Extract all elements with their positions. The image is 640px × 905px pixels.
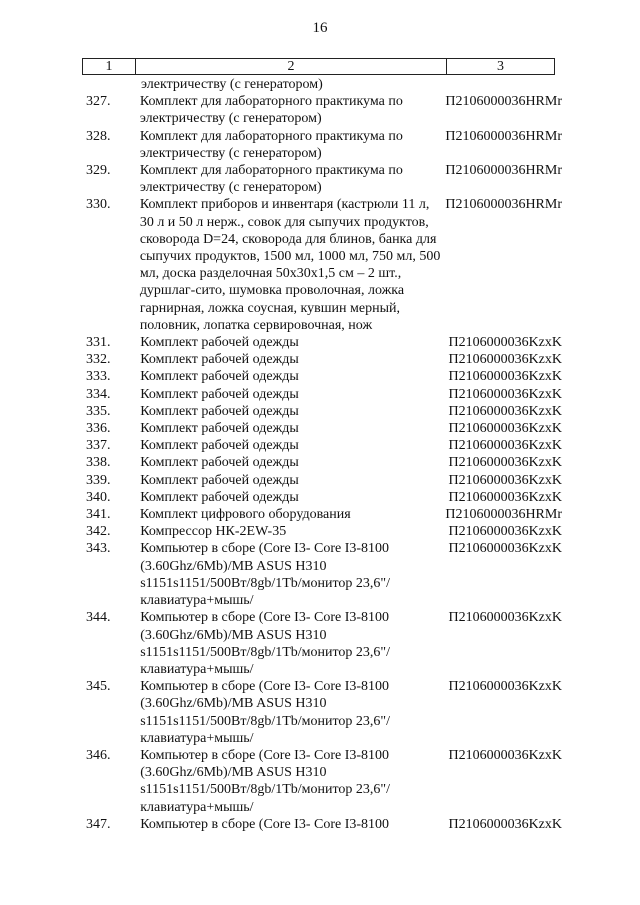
table-row — [82, 351, 562, 368]
inventory-code: П2106000036KzxK — [448, 386, 562, 402]
table-row — [82, 196, 562, 334]
header-col-1: 1 — [83, 59, 136, 74]
row-number: 332. — [86, 352, 111, 368]
row-number: 328. — [86, 128, 111, 144]
item-description: Комплект рабочей одежды — [140, 438, 299, 454]
item-description: Комплект для лабораторного практикума по электричеству (с генератором) — [139, 163, 403, 196]
item-description: Комплект рабочей одежды — [140, 421, 299, 437]
row-number: 334. — [86, 386, 111, 402]
inventory-code: П2106000036KzxK — [448, 524, 562, 540]
page-number: 16 — [312, 20, 328, 36]
inventory-code: П2106000036HRMr — [445, 163, 562, 179]
item-description: Комплект рабочей одежды — [140, 386, 299, 402]
inventory-code: П2106000036KzxK — [448, 403, 562, 419]
table-row — [82, 489, 562, 506]
row-number: 327. — [86, 94, 111, 110]
row-number — [82, 76, 135, 93]
row-number: 329. — [86, 163, 111, 179]
inventory-code: П2106000036KzxK — [448, 610, 562, 626]
table-row — [82, 506, 562, 523]
table-row — [82, 678, 562, 747]
inventory-code: П2106000036KzxK — [448, 421, 562, 437]
item-description: Компьютер в сборе (Core I3- Core I3-8100 — [140, 816, 390, 832]
table-row — [82, 386, 562, 403]
row-number: 339. — [86, 472, 111, 488]
inventory-code: П2106000036HRMr — [445, 94, 562, 110]
table-row — [82, 540, 562, 609]
item-description: Компьютер в сборе (Core I3- Core I3-8100 (3.60Ghz/6Mb)/MB ASUS H310 s1151s1151/500Вт/8gb/1Tb/монитор 23,6"/клавиатура+мышь/ — [140, 679, 391, 746]
row-number: 347. — [86, 816, 111, 832]
table-row — [82, 816, 562, 833]
table-row — [82, 93, 562, 127]
item-description: Компьютер в сборе (Core I3- Core I3-8100 (3.60Ghz/6Mb)/MB ASUS H310 s1151s1151/500Вт/8gb/1Tb/монитор 23,6"/клавиатура+мышь/ — [140, 541, 391, 609]
inventory-code: П2106000036KzxK — [448, 438, 562, 454]
table-row — [82, 437, 562, 454]
header-col-2: 2 — [136, 59, 447, 74]
row-number: 335. — [86, 403, 111, 419]
table-row — [82, 454, 562, 471]
row-number: 346. — [86, 747, 111, 763]
row-number: 330. — [86, 197, 111, 213]
row-number: 336. — [86, 421, 111, 437]
item-description: Компьютер в сборе (Core I3- Core I3-8100 (3.60Ghz/6Mb)/MB ASUS H310 s1151s1151/500Вт/8gb/1Tb/монитор 23,6"/клавиатура+мышь/ — [140, 747, 391, 815]
row-number: 344. — [86, 610, 111, 626]
table-row — [82, 420, 562, 437]
header-col-3: 3 — [497, 58, 504, 74]
item-description: Компьютер в сборе (Core I3- Core I3-8100 (3.60Ghz/6Mb)/MB ASUS H310 s1151s1151/500Вт/8gb/1Tb/монитор 23,6"/клавиатура+мышь/ — [140, 610, 391, 677]
item-description: электричеству (с генератором) — [141, 77, 323, 92]
inventory-code: П2106000036KzxK — [448, 816, 562, 832]
item-description: Комплект рабочей одежды — [140, 489, 299, 505]
item-description: Комплект цифрового оборудования — [139, 507, 351, 523]
inventory-code: П2106000036KzxK — [448, 541, 562, 557]
item-description: Комплект рабочей одежды — [140, 352, 299, 368]
item-description: Комплект для лабораторного практикума по электричеству (с генератором) — [139, 94, 403, 127]
table-header — [82, 58, 555, 75]
row-number: 333. — [86, 369, 111, 385]
inventory-code: П2106000036KzxK — [448, 747, 562, 763]
inventory-code: П2106000036HRMr — [445, 507, 562, 523]
table-row — [82, 162, 562, 196]
inventory-code: П2106000036KzxK — [448, 335, 562, 351]
inventory-code: П2106000036KzxK — [448, 369, 562, 385]
inventory-code: П2106000036KzxK — [448, 455, 562, 471]
table-row — [82, 472, 562, 489]
inventory-code: П2106000036HRMr — [445, 197, 562, 213]
row-number: 337. — [86, 438, 111, 454]
row-number: 345. — [86, 679, 111, 695]
table-row — [82, 76, 562, 93]
row-number: 343. — [86, 541, 111, 557]
row-number: 331. — [86, 335, 111, 351]
item-description: Комплект для лабораторного практикума по электричеству (с генератором) — [139, 128, 403, 161]
table-row — [82, 334, 562, 351]
inventory-code: П2106000036KzxK — [448, 472, 562, 488]
item-description: Комплект рабочей одежды — [140, 472, 299, 488]
table-row — [82, 368, 562, 385]
inventory-code — [450, 76, 562, 93]
row-number: 340. — [86, 489, 111, 505]
inventory-code: П2106000036KzxK — [448, 352, 562, 368]
table-row — [82, 523, 562, 540]
row-number: 341. — [86, 507, 111, 523]
item-description: Комплект рабочей одежды — [140, 403, 299, 419]
table-row — [82, 128, 562, 162]
item-description: Комплект рабочей одежды — [140, 455, 299, 471]
table-row — [82, 609, 562, 678]
inventory-code: П2106000036KzxK — [448, 489, 562, 505]
inventory-code: П2106000036KzxK — [448, 679, 562, 695]
item-description: Комплект приборов и инвентаря (кастрюли 11 л, 30 л и 50 л нерж., совок для сыпучих продуктов, сковорода D=24, сковорода для блинов, банка для сыпучих продуктов, 1500 мл, 1000 мл, 750 мл, 500 мл, доска разделочная 50x30x1,5 см – 2 шт., дуршлаг-сито, шумовка проволочная, ложка гарнирная, ложка соусная, кувшин мерный, половник, лопатка сервировочная, нож — [139, 197, 441, 333]
item-description: Комплект рабочей одежды — [140, 335, 299, 351]
item-description: Комплект рабочей одежды — [140, 369, 299, 385]
row-number: 338. — [86, 455, 111, 471]
row-number: 342. — [86, 524, 111, 540]
table-body — [82, 76, 562, 833]
item-description: Компрессор НК-2EW-35 — [140, 524, 287, 540]
inventory-code: П2106000036HRMr — [445, 128, 562, 144]
table-row — [82, 403, 562, 420]
table-row — [82, 747, 562, 816]
